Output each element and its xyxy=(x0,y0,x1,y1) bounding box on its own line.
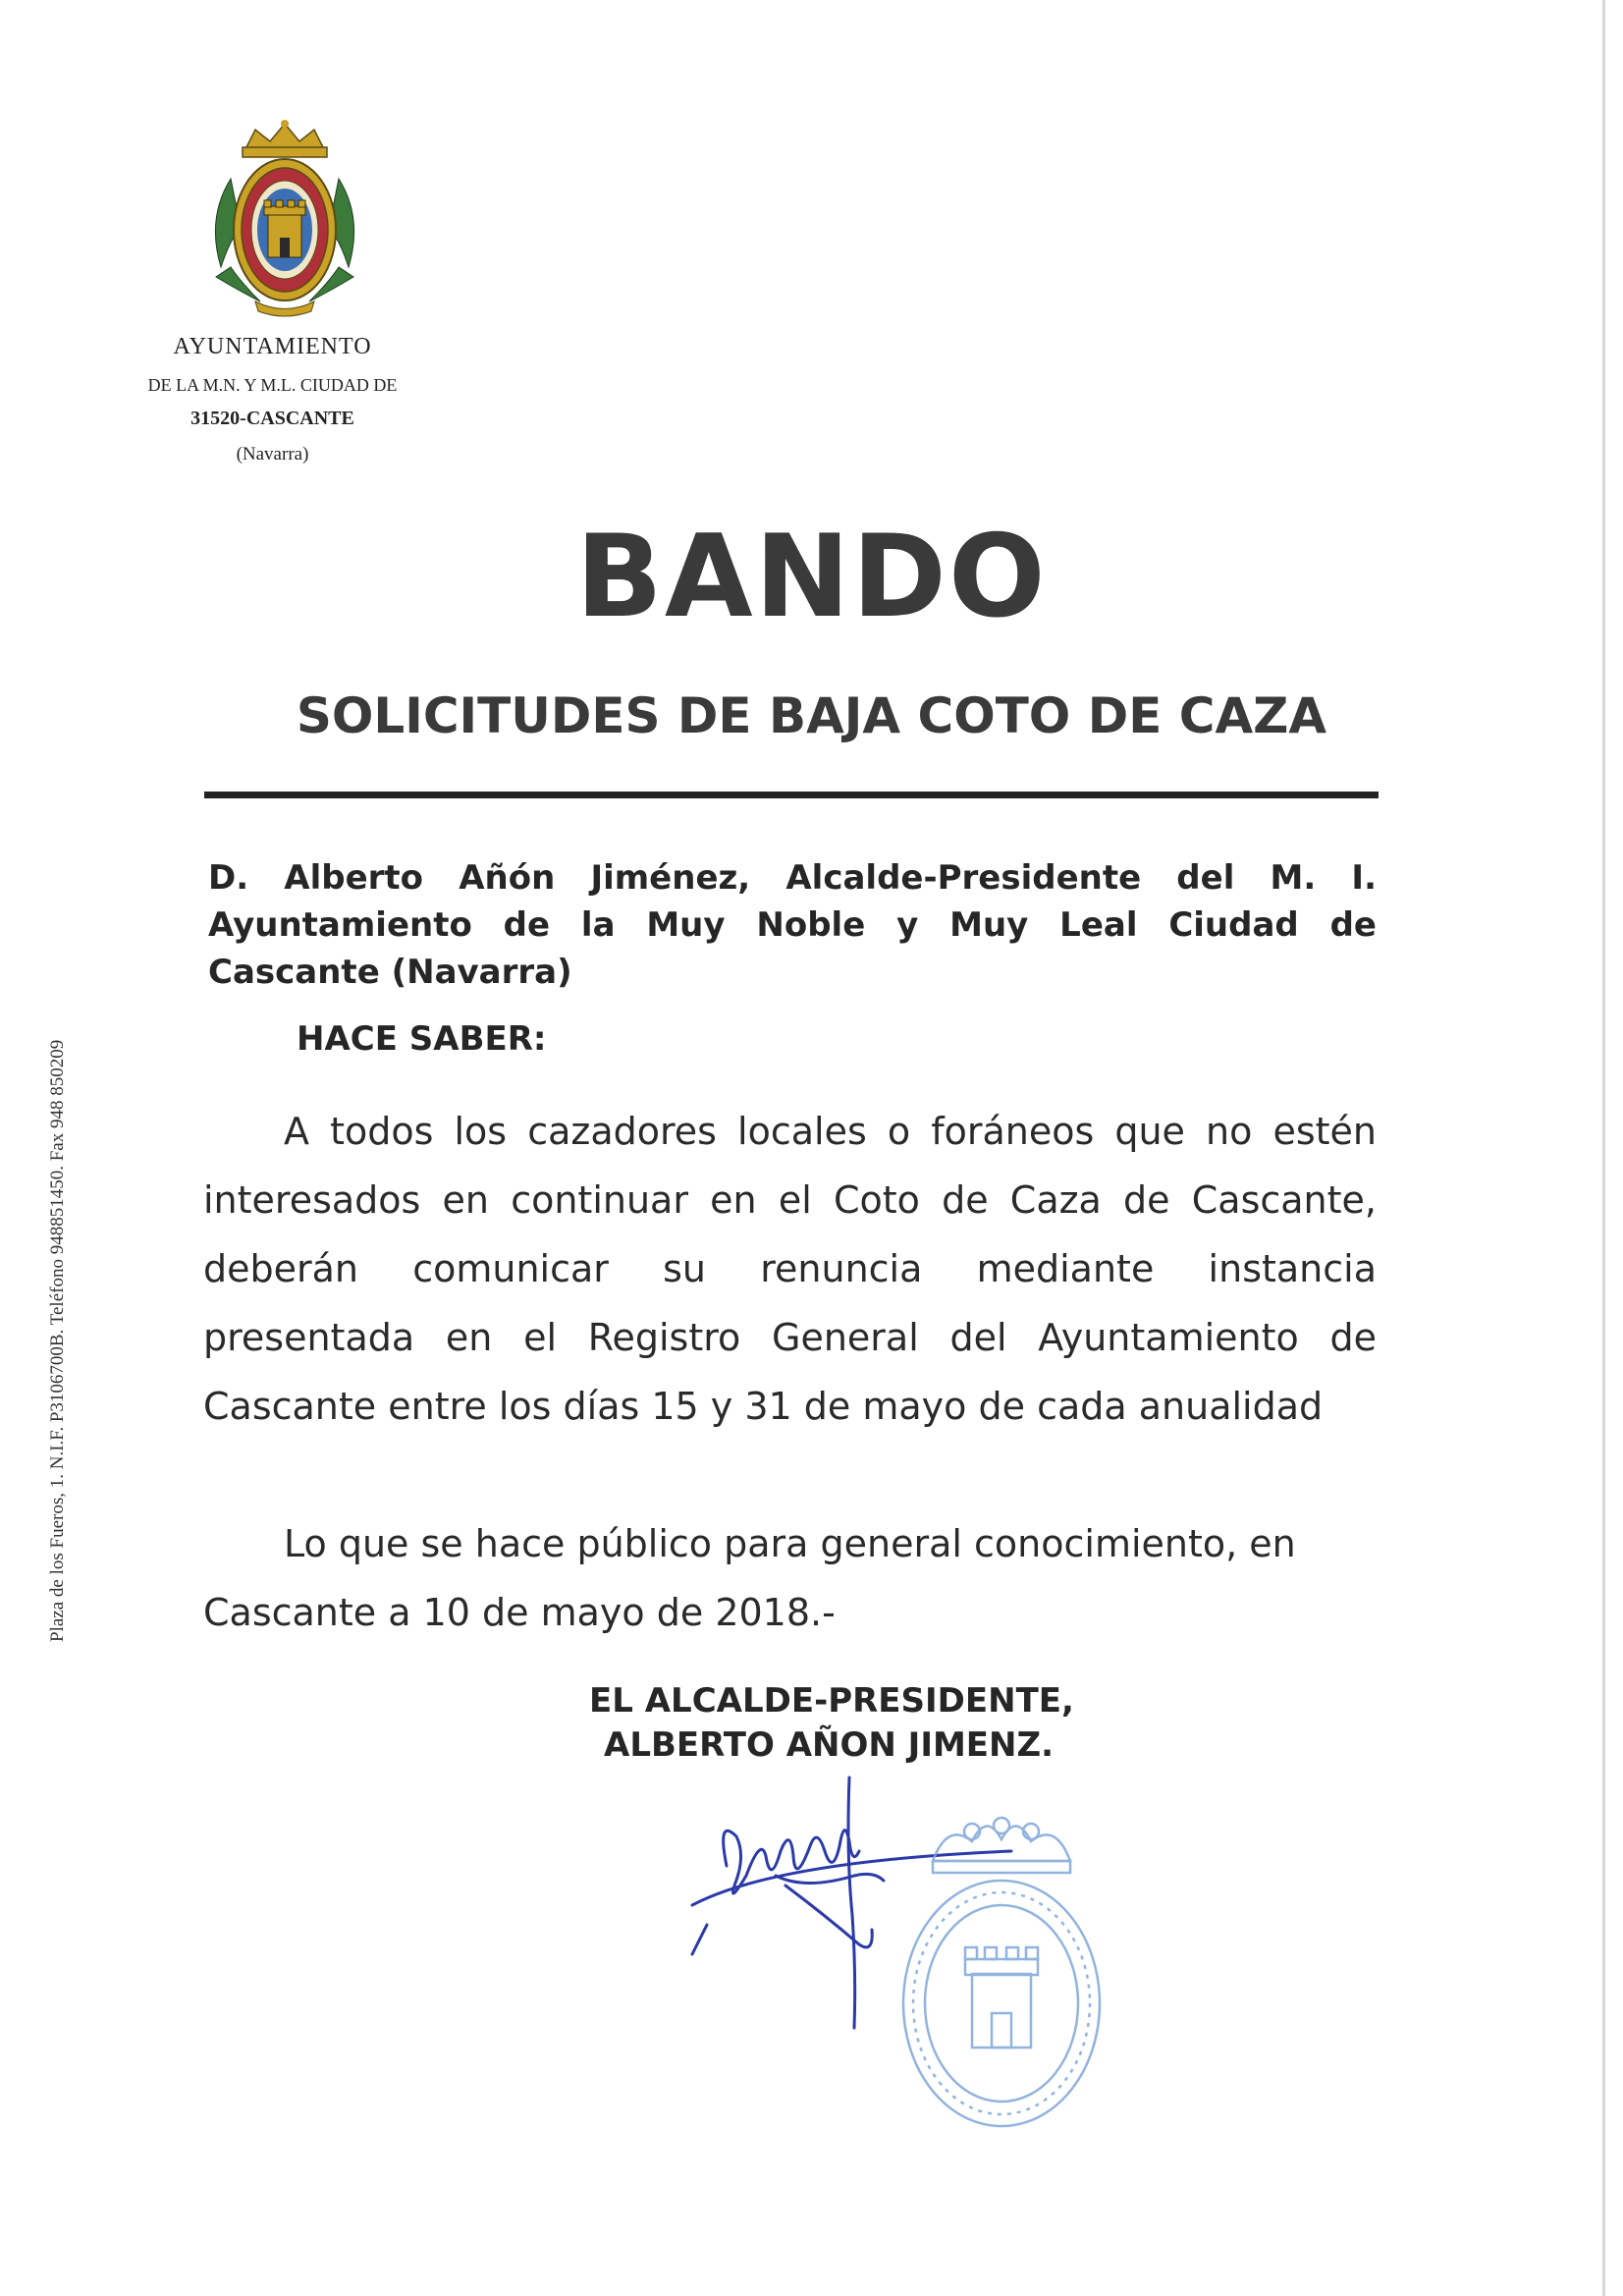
closing-paragraph xyxy=(203,1509,1377,1647)
letterhead-line-ayuntamiento: AYUNTAMIENTO xyxy=(173,334,372,359)
document-title: BANDO xyxy=(575,511,1048,643)
official-seal-icon xyxy=(879,1802,1124,2131)
body-paragraph xyxy=(203,1097,1377,1441)
letterhead-line-region: (Navarra) xyxy=(236,444,309,465)
body-paragraph-text: A todos los cazadores locales o foráneos que no estén interesados en continuar en el Coto de Caza de Cascante, deberán comunicar su renuncia mediante instancia presentada en el Registro General del Ayuntamiento de Cascante entre los días 15 y 31 de mayo de cada anualidad xyxy=(203,1110,1377,1428)
hace-saber-heading: HACE SABER: xyxy=(297,1019,547,1059)
document-subtitle: SOLICITUDES DE BAJA COTO DE CAZA xyxy=(296,687,1327,744)
letterhead-line-postal: 31520-CASCANTE xyxy=(190,408,354,429)
letterhead-line-ciudad: DE LA M.N. Y M.L. CIUDAD DE xyxy=(147,375,398,395)
coat-of-arms-icon xyxy=(201,120,368,321)
heading-divider xyxy=(204,792,1379,798)
signature-role: EL ALCALDE-PRESIDENTE, xyxy=(589,1681,1074,1721)
side-address-text: Plaza de los Fueros, 1. N.I.F. P3106700B. Teléfono 948851450. Fax 948 850209 xyxy=(47,1039,68,1642)
mayor-intro: D. Alberto Añón Jiménez, Alcalde-Presidente del M. I. Ayuntamiento de la Muy Noble y Muy Leal Ciudad de Cascante (Navarra) xyxy=(208,858,1377,992)
page-edge-shadow xyxy=(1602,0,1605,2296)
signature-name: ALBERTO AÑON JIMENZ. xyxy=(604,1725,1055,1765)
closing-text: Lo que se hace público para general conocimiento, en Cascante a 10 de mayo de 2018.- xyxy=(203,1522,1296,1634)
